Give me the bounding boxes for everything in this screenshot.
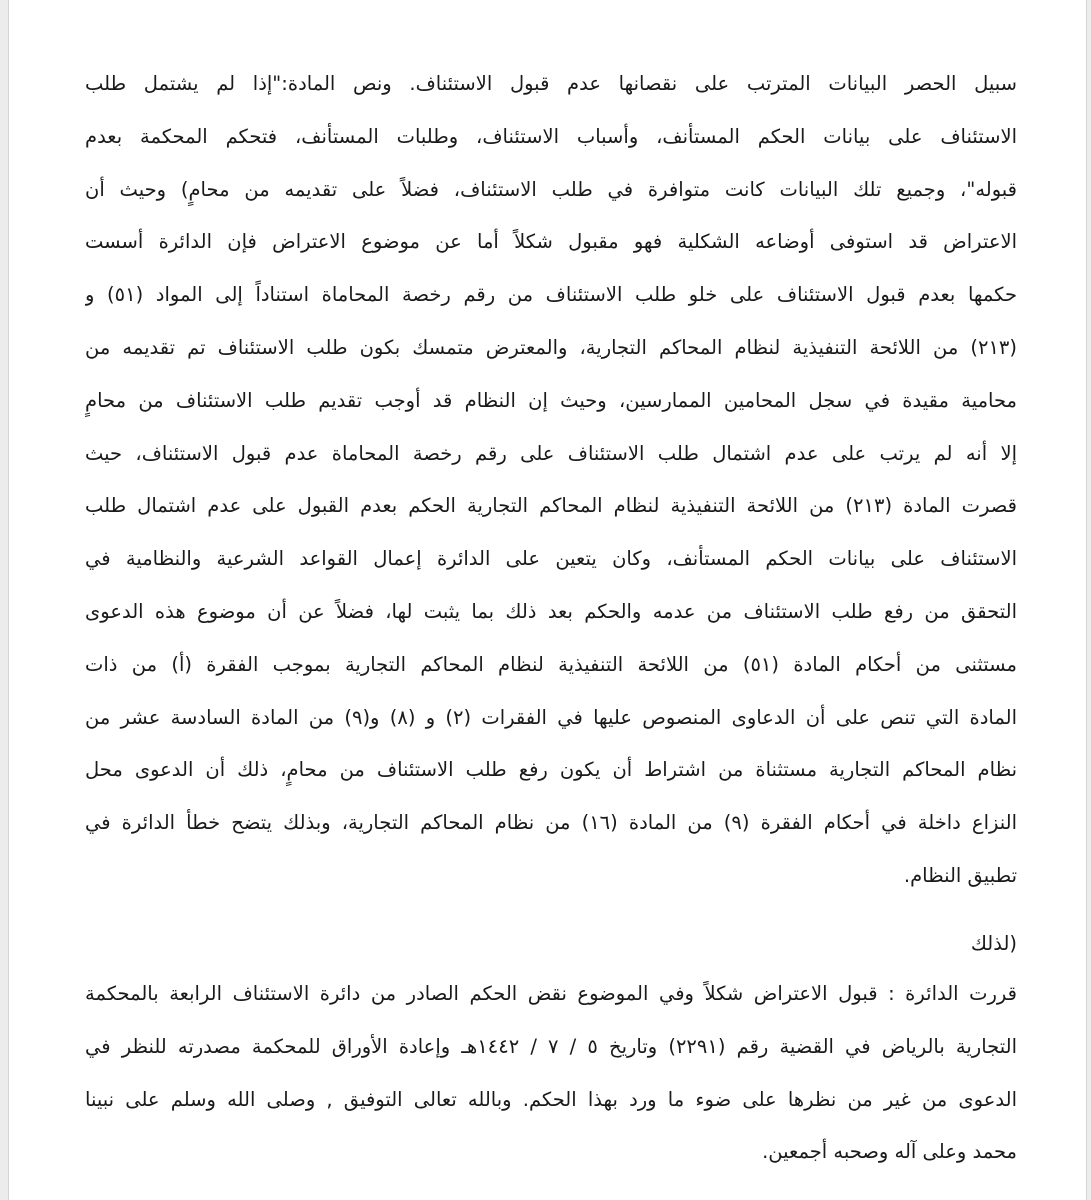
text-line: التجارية بالرياض في القضية رقم (٢٢٩١) وتاريخ ٥ / ٧ / ١٤٤٢هـ وإعادة الأوراق للمحكمة مصدرته للنظر في: [85, 1034, 1017, 1058]
text-line: الدعوى من غير من نظرها على ضوء ما ورد بهذا الحكم. وبالله تعالى التوفيق , وصلى الله وسلم على نبينا: [85, 1087, 1017, 1111]
text-line: تطبيق النظام.: [903, 863, 1017, 887]
text-line: محمد وعلى آله وصحبه أجمعين.: [762, 1140, 1017, 1164]
text-line: التحقق من رفع طلب الاستئناف من عدمه والحكم بعد ذلك بما يثبت لها، فضلاً عن أن موضوع هذه الدعوى: [85, 599, 1017, 623]
text-line: قصرت المادة (٢١٣) من اللائحة التنفيذية لنظام المحاكم التجارية الحكم بعدم القبول على عدم اشتمال طلب: [85, 494, 1017, 518]
text-line: حكمها بعدم قبول الاستئناف على خلو طلب الاستئناف من رقم رخصة المحاماة استناداً إلى المواد (٥١) و: [85, 283, 1017, 307]
heading-text: (لذلك: [970, 932, 1017, 955]
paragraph-1: [85, 58, 1017, 903]
text-line: نظام المحاكم التجارية مستثناة من اشتراط أن يكون رفع طلب الاستئناف من محامٍ، ذلك أن الدعوى محل: [85, 758, 1017, 782]
text-line: الاستئناف على بيانات الحكم المستأنف، وكان يتعين على الدائرة إعمال القواعد الشرعية والنظامية في: [85, 547, 1017, 571]
text-line: الاستئناف على بيانات الحكم المستأنف، وأسباب الاستئناف، وطلبات المستأنف، فتحكم المحكمة بعدم: [85, 124, 1017, 148]
text-line: المادة التي تنص على أن الدعاوى المنصوص عليها في الفقرات (٢) و (٨) و(٩) من المادة السادسة عشر من: [85, 705, 1017, 729]
paragraph-2: [85, 968, 1017, 1179]
text-line: النزاع داخلة في أحكام الفقرة (٩) من المادة (١٦) من نظام المحاكم التجارية، وبذلك يتضح خطأ الدائرة في: [85, 811, 1017, 835]
text-line: محامية مقيدة في سجل المحامين الممارسين، وحيث إن النظام قد أوجب تقديم طلب الاستئناف من محامٍ: [85, 388, 1017, 412]
document-page: [8, 0, 1087, 1200]
text-line: قبوله"، وجميع تلك البيانات كانت متوافرة في طلب الاستئناف، فضلاً على تقديمه من محامٍ) وحيث أن: [85, 177, 1017, 201]
text-line: (٢١٣) من اللائحة التنفيذية لنظام المحاكم التجارية، والمعترض متمسك بكون طلب الاستئناف تم تقديمه من: [85, 335, 1017, 359]
text-line: قررت الدائرة : قبول الاعتراض شكلاً وفي الموضوع نقض الحكم الصادر من دائرة الاستئناف الرابعة بالمحكمة: [85, 982, 1017, 1005]
text-line: مستثنى من أحكام المادة (٥١) من اللائحة التنفيذية لنظام المحاكم التجارية بموجب الفقرة (أ) من ذات: [85, 652, 1017, 676]
text-line: إلا أنه لم يرتب على عدم اشتمال طلب الاستئناف على رقم رخصة المحاماة عدم قبول الاستئناف، حيث: [85, 441, 1017, 465]
section-heading: [85, 918, 1017, 971]
text-line: الاعتراض قد استوفى أوضاعه الشكلية فهو مقبول شكلاً أما عن موضوع الاعتراض فإن الدائرة أسست: [85, 230, 1017, 254]
text-line: سبيل الحصر البيانات المترتب على نقصانها عدم قبول الاستئناف. ونص المادة:"إذا لم يشتمل طلب: [85, 72, 1017, 95]
